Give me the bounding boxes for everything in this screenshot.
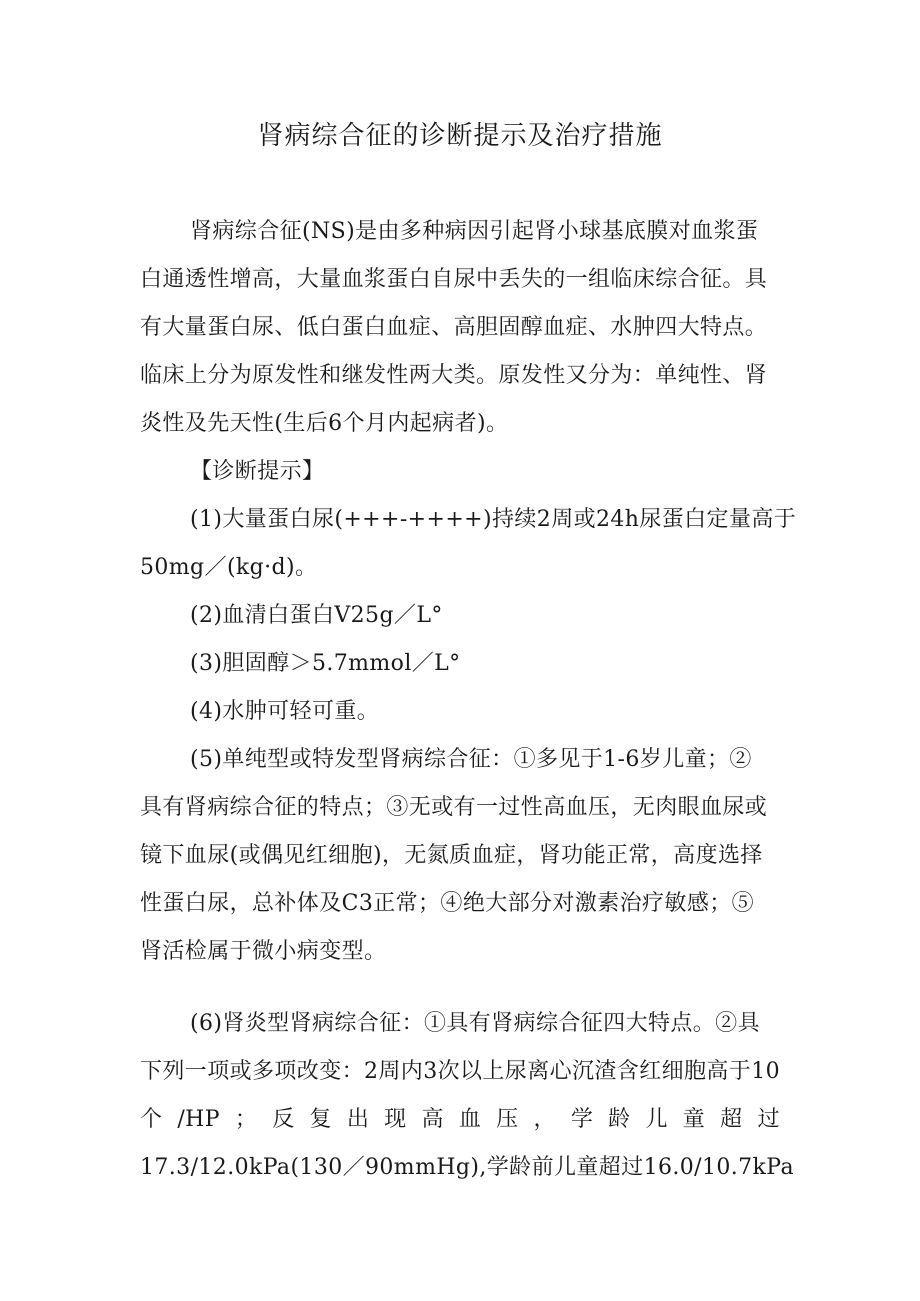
paragraph-line: 肾活检属于微小病变型。 <box>140 939 387 964</box>
paragraph-line: 白通透性增高，大量血浆蛋白自尿中丢失的一组临床综合征。具 <box>140 267 768 292</box>
spread-token: /HP <box>177 1107 220 1132</box>
paragraph-line: 性蛋白尿，总补体及C3正常；④绝大部分对激素治疗敏感；⑤ <box>140 891 755 916</box>
spread-token: 高 <box>421 1107 444 1132</box>
paragraph-line: (4)水肿可轻可重。 <box>190 699 380 724</box>
document-title: 肾病综合征的诊断提示及治疗措施 <box>257 121 663 151</box>
section-heading: 【诊断提示】 <box>190 459 325 484</box>
paragraph-line: 具有肾病综合征的特点；③无或有一过性高血压，无肉眼血尿或 <box>140 795 768 820</box>
spread-token: 过 <box>757 1107 780 1132</box>
paragraph-line: 下列一项或多项改变：2周内3次以上尿离心沉渣含红细胞高于10 <box>140 1059 780 1084</box>
spread-token: 个 <box>140 1107 163 1132</box>
spread-token: 出 <box>346 1107 370 1132</box>
paragraph-line: (2)血清白蛋白V25g／L° <box>190 603 443 628</box>
spread-token: 压 <box>496 1107 519 1132</box>
spread-token: 学 <box>570 1107 594 1132</box>
spread-token: 复 <box>309 1107 332 1132</box>
spread-token: 反 <box>272 1107 295 1132</box>
paragraph-line: (5)单纯型或特发型肾病综合征：①多见于1-6岁儿童；② <box>190 747 752 772</box>
paragraph-line: (6)肾炎型肾病综合征：①具有肾病综合征四大特点。②具 <box>190 1011 760 1036</box>
spread-token: ； <box>234 1107 258 1132</box>
spread-token: 龄 <box>608 1107 631 1132</box>
paragraph-line: 炎性及先天性(生后6个月内起病者)。 <box>140 411 509 436</box>
paragraph-line: 肾病综合征(NS)是由多种病因引起肾小球基底膜对血浆蛋 <box>190 219 759 244</box>
spread-token: 童 <box>682 1107 706 1132</box>
paragraph-line: 有大量蛋白尿、低白蛋白血症、高胆固醇血症、水肿四大特点。 <box>140 315 768 340</box>
spread-token: 现 <box>384 1107 407 1132</box>
paragraph-line-spread <box>140 1104 780 1136</box>
spread-token: 血 <box>458 1107 482 1132</box>
spread-token: ， <box>533 1107 556 1132</box>
paragraph-line: (1)大量蛋白尿(+++-++++)持续2周或24h尿蛋白定量高于 <box>190 507 797 532</box>
paragraph-line: 镜下血尿(或偶见红细胞)，无氮质血症，肾功能正常，高度选择 <box>140 843 763 868</box>
paragraph-line: 临床上分为原发性和继发性两大类。原发性又分为：单纯性、肾 <box>140 363 768 388</box>
paragraph-line: (3)胆固醇＞5.7mmol／L° <box>190 651 461 676</box>
paragraph-line: 17.3/12.0kPa(130／90mmHg),学龄前儿童超过16.0/10.7kPa <box>140 1155 795 1180</box>
spread-token: 超 <box>720 1107 743 1132</box>
paragraph-line: 50mg／(kg·d)。 <box>140 555 318 580</box>
spread-token: 儿 <box>645 1107 668 1132</box>
